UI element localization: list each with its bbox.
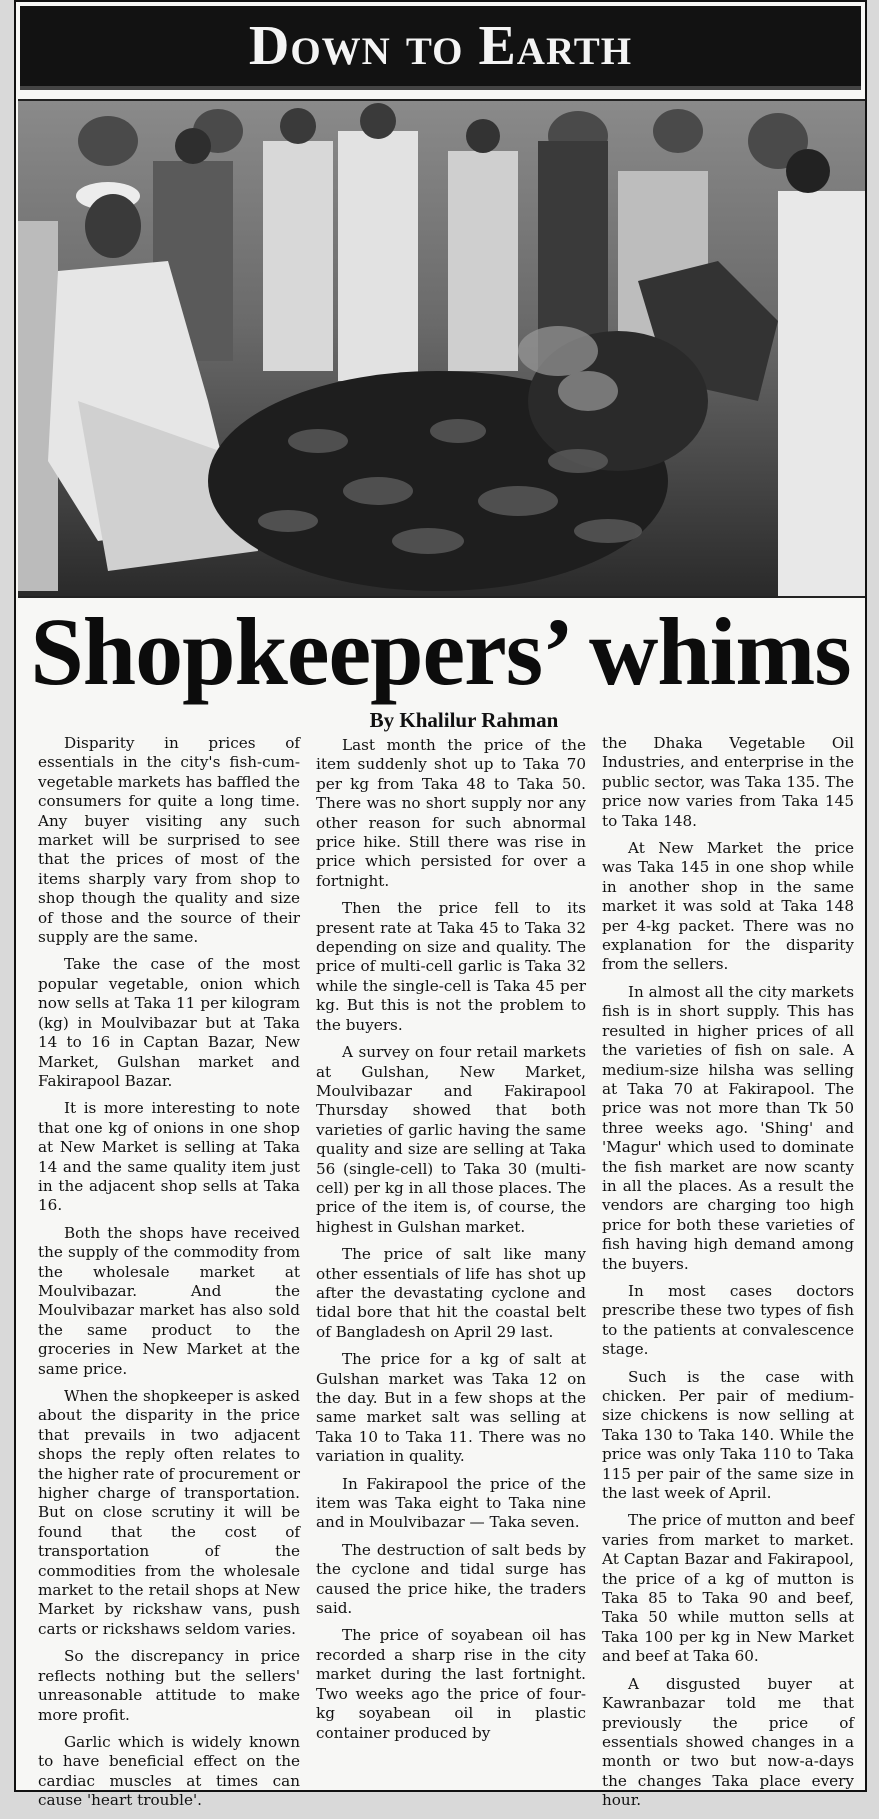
article-column-2 — [316, 734, 586, 1751]
paragraph: Then the price fell to its present rate at Taka 45 to Taka 32 depending on size and quality. The price of multi-cell garlic is Taka 32 while the single-cell is Taka 45 per kg. But this is not the problem to the buyers. — [316, 899, 586, 1034]
paragraph: The price of salt like many other essentials of life has shot up after the devastating cyclone and tidal bore that hit the coastal belt of Bangladesh on April 29 last. — [316, 1245, 586, 1341]
paragraph: Disparity in prices of essentials in the city's fish-cum-vegetable markets has baffled the consumers for quite a long time. Any buyer visiting any such market will be surprised to see that the prices of most of the items sharply vary from shop to shop though the quality and size of those and the source of their supply are the same. — [38, 734, 300, 947]
article-headline: Shopkeepers’ whims — [30, 598, 851, 705]
paragraph: In Fakirapool the price of the item was Taka eight to Taka nine and in Moulvibazar — Taka seven. — [316, 1474, 586, 1532]
paragraph: Garlic which is widely known to have beneficial effect on the cardiac muscles at times can cause 'heart trouble'. — [38, 1732, 300, 1810]
article-column-3 — [602, 734, 854, 1819]
banner-title: Down to Earth — [248, 15, 633, 77]
paragraph: A survey on four retail markets at Gulshan, New Market, Moulvibazar and Fakirapool Thursday showed that both varieties of garlic having the same quality and size are selling at Taka 56 (single-cell) to Taka 30 (multi-cell) per kg in all those places. The price of the item is, of course, the highest in Gulshan market. — [316, 1043, 586, 1236]
paragraph: So the discrepancy in price reflects nothing but the sellers' unreasonable attitude to make more profit. — [38, 1647, 300, 1724]
paragraph: In most cases doctors prescribe these two types of fish to the patients at convalescence stage. — [602, 1281, 854, 1359]
paragraph: Both the shops have received the supply of the commodity from the wholesale market at Moulvibazar. And the Moulvibazar market has also sold the same product to the groceries in New Market at the same price. — [38, 1223, 300, 1378]
article-column-1 — [38, 734, 300, 1819]
paragraph: The price of mutton and beef varies from market to market. At Captan Bazar and Fakirapool, the price of a kg of mutton is Taka 85 to Taka 90 and beef, Taka 50 while mutton sells at Taka 100 per kg in New Market and beef at Taka 60. — [602, 1511, 854, 1666]
article-byline: By Khalilur Rahman — [369, 708, 559, 732]
paragraph: It is more interesting to note that one kg of onions in one shop at New Market is selling at Taka 14 and the same quality item just in the adjacent shop sells at Taka 16. — [38, 1099, 300, 1215]
paragraph: The destruction of salt beds by the cyclone and tidal surge has caused the price hike, the traders said. — [316, 1540, 586, 1618]
column-banner — [20, 6, 861, 90]
paragraph: A disgusted buyer at Kawranbazar told me that previously the price of essentials showed changes in a month or two but now-a-days the changes Taka place every hour. — [602, 1674, 854, 1810]
paragraph: the Dhaka Vegetable Oil Industries, and enterprise in the public sector, was Taka 135. The price now varies from Taka 145 to Taka 148. — [602, 734, 854, 830]
paragraph: Last month the price of the item suddenly shot up to Taka 70 per kg from Taka 48 to Taka 50. There was no short supply nor any other reason for such abnormal price hike. Still there was rise in price which persisted for over a fortnight. — [316, 736, 586, 890]
market-photo-image — [18, 101, 865, 596]
paragraph: Take the case of the most popular vegetable, onion which now sells at Taka 11 per kilogram (kg) in Moulvibazar but at Taka 14 to 16 in Captan Bazar, New Market, Gulshan market and Fakirapool Bazar. — [38, 955, 300, 1090]
paragraph: The price of soyabean oil has recorded a sharp rise in the city market during the last fortnight. Two weeks ago the price of four-kg soyabean oil in plastic container produced by — [316, 1626, 586, 1742]
paragraph: The price for a kg of salt at Gulshan market was Taka 12 on the day. But in a few shops at the same market salt was selling at Taka 10 to Taka 11. There was no variation in quality. — [316, 1350, 586, 1466]
newspaper-page — [14, 0, 867, 1810]
market-photo — [18, 99, 865, 598]
paragraph: At New Market the price was Taka 145 in one shop while in another shop in the same market it was sold at Taka 148 per 4-kg packet. There was no explanation for the disparity from the sellers. — [602, 839, 854, 974]
paragraph: When the shopkeeper is asked about the disparity in the price that prevails in two adjacent shops the reply often relates to the higher rate of procurement or higher charge of transportation. But on close scrutiny it will be found that the cost of transportation of the commodities from the wholesale market to the retail shops at New Market by rickshaw vans, push carts or rickshaws seldom varies. — [38, 1387, 300, 1638]
paragraph: In almost all the city markets fish is in short supply. This has resulted in higher prices of all the varieties of fish on sale. A medium-size hilsha was selling at Taka 70 at Fakirapool. The price was not more than Tk 50 three weeks ago. 'Shing' and 'Magur' which used to dominate the fish market are now scanty in all the places. As a result the vendors are charging too high price for both these varieties of fish having high demand among the buyers. — [602, 982, 854, 1273]
paragraph: Such is the case with chicken. Per pair of medium-size chickens is now selling at Taka 130 to Taka 140. While the price was only Taka 110 to Taka 115 per pair of the same size in the last week of April. — [602, 1367, 854, 1503]
